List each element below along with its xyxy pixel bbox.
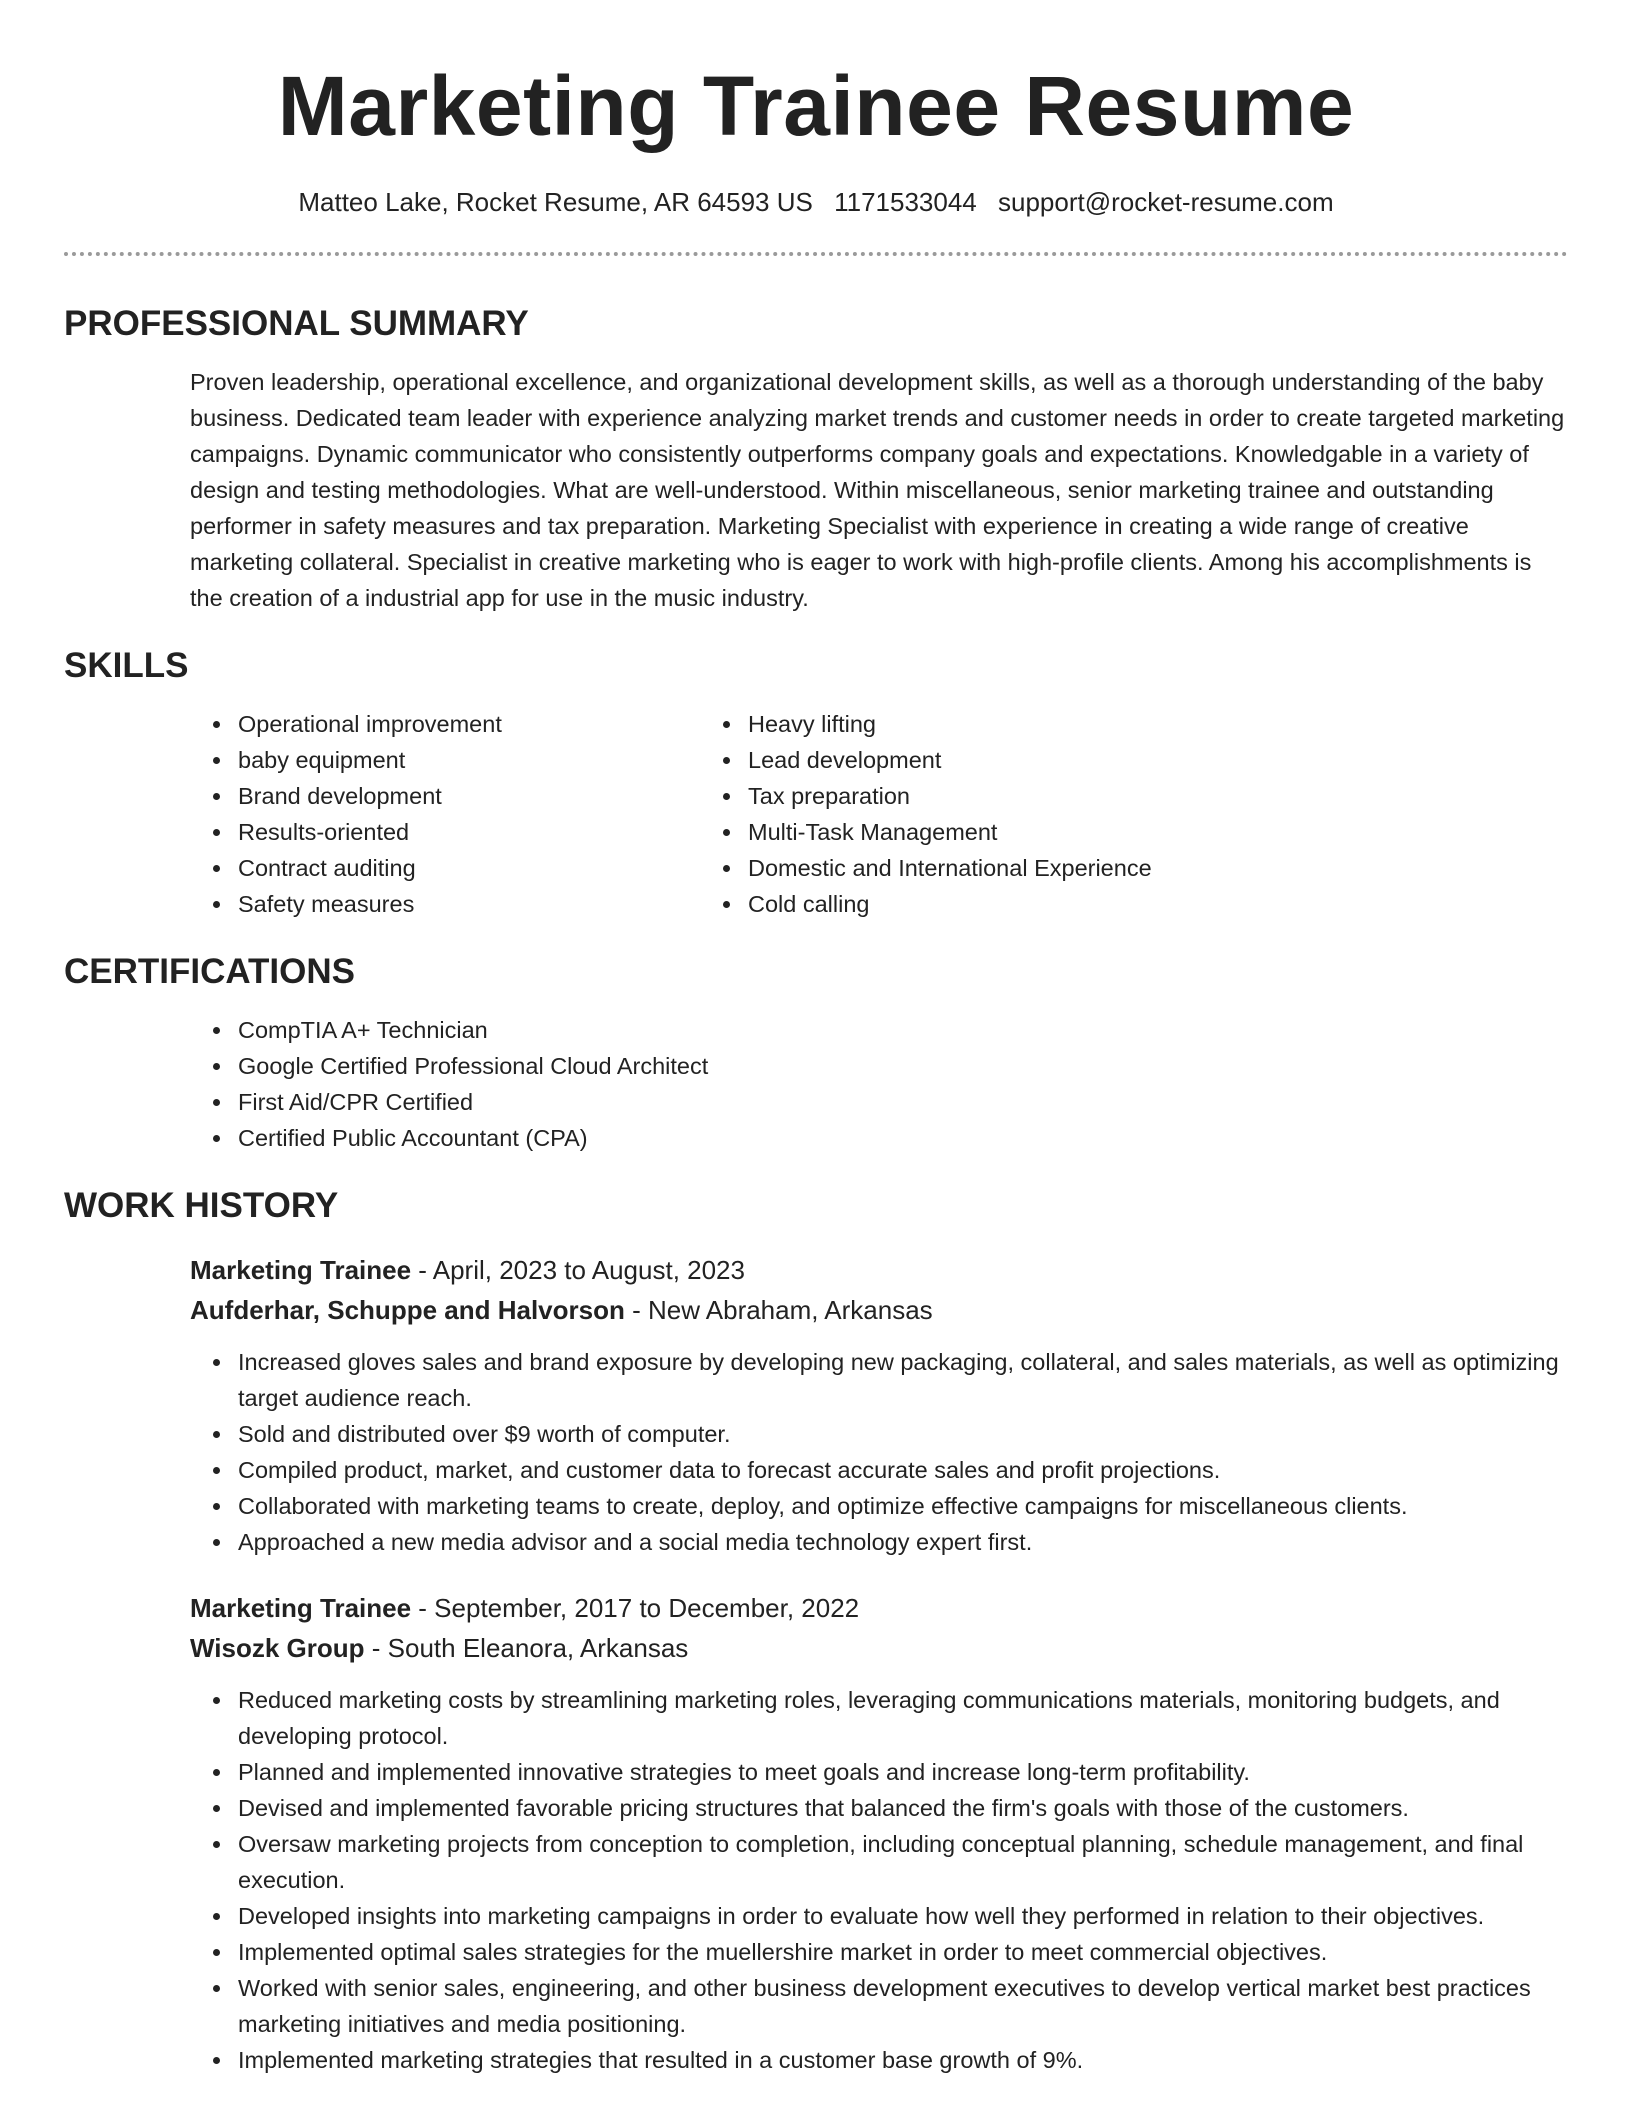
- skill-item: • Contract auditing: [234, 850, 744, 886]
- summary-text: Proven leadership, operational excellence, and organizational development skills, as well as a thorough understanding of the baby business. Dedicated team leader with experience analyzing market trends and customer needs in order to create targeted marketing campaigns. Dynamic communicator who consistently outperforms company goals and expectations. Knowledgable in a variety of design and testing methodologies. What are well-understood. Within miscellaneous, senior marketing trainee and outstanding performer in safety measures and tax preparation. Marketing Specialist with experience in creating a wide range of creative marketing collateral. Specialist in creative marketing who is eager to work with high-profile clients. Among his accomplishments is the creation of a industrial app for use in the music industry.: [190, 369, 1565, 611]
- header-divider: [64, 252, 1568, 256]
- job-bullet: • Worked with senior sales, engineering, and other business development executives to develop vertical market best practices marketing initiatives and media positioning.: [234, 1970, 1568, 2042]
- job-company: Aufderhar, Schuppe and Halvorson: [190, 1295, 625, 1325]
- job-bullet: • Implemented optimal sales strategies for the muellershire market in order to meet commercial objectives.: [234, 1934, 1568, 1970]
- job-bullet: • Compiled product, market, and customer data to forecast accurate sales and profit projections.: [234, 1452, 1568, 1488]
- skill-item: • Operational improvement: [234, 706, 744, 742]
- job-bullet: • Oversaw marketing projects from conception to completion, including conceptual planning, schedule management, and final execution.: [234, 1826, 1568, 1898]
- job-bullet: • Devised and implemented favorable pricing structures that balanced the firm's goals with those of the customers.: [234, 1790, 1568, 1826]
- job-bullet: • Approached a new media advisor and a social media technology expert first.: [234, 1524, 1568, 1560]
- job-location: - South Eleanora, Arkansas: [364, 1633, 689, 1663]
- resume-title: Marketing Trainee Resume: [277, 59, 1355, 153]
- job-bullet: • Sold and distributed over $9 worth of computer.: [234, 1416, 1568, 1452]
- certification-item: • First Aid/CPR Certified: [234, 1084, 1568, 1120]
- skill-item: • Multi-Task Management: [744, 814, 1152, 850]
- skill-item: • Brand development: [234, 778, 744, 814]
- contact-phone: 1171533044: [834, 187, 977, 217]
- job-dates: - April, 2023 to August, 2023: [411, 1255, 745, 1285]
- contact-line: [64, 184, 1568, 220]
- certifications-list: [64, 1012, 1568, 1156]
- job-dates: - September, 2017 to December, 2022: [411, 1593, 860, 1623]
- skill-item: • Safety measures: [234, 886, 744, 922]
- work-history-heading: WORK HISTORY: [64, 1186, 339, 1225]
- skills-list-right: [574, 706, 1152, 922]
- certification-item: • CompTIA A+ Technician: [234, 1012, 1568, 1048]
- skill-item: • Results-oriented: [234, 814, 744, 850]
- job-bullet: • Collaborated with marketing teams to create, deploy, and optimize effective campaigns for miscellaneous clients.: [234, 1488, 1568, 1524]
- job-company-line: [190, 1290, 1568, 1330]
- job-title-line: [190, 1588, 1568, 1628]
- job-bullet: • Reduced marketing costs by streamlining marketing roles, leveraging communications materials, monitoring budgets, and developing protocol.: [234, 1682, 1568, 1754]
- job-bullets: [190, 1682, 1568, 2078]
- job-company-line: [190, 1628, 1568, 1668]
- skill-item: • Heavy lifting: [744, 706, 1152, 742]
- certifications-heading: CERTIFICATIONS: [64, 952, 356, 991]
- skill-item: • Lead development: [744, 742, 1152, 778]
- job-bullet: • Developed insights into marketing campaigns in order to evaluate how well they performed in relation to their objectives.: [234, 1898, 1568, 1934]
- skill-item: • Domestic and International Experience: [744, 850, 1152, 886]
- job-bullets: [190, 1344, 1568, 1560]
- skill-item: • baby equipment: [234, 742, 744, 778]
- contact-email: support@rocket-resume.com: [998, 187, 1334, 217]
- job-title: Marketing Trainee: [190, 1255, 412, 1285]
- skill-item: • Cold calling: [744, 886, 1152, 922]
- skills-grid: [64, 706, 1568, 922]
- job-entry: [190, 1250, 1568, 1560]
- job-location: - New Abraham, Arkansas: [624, 1295, 933, 1325]
- certification-item: • Google Certified Professional Cloud Architect: [234, 1048, 1568, 1084]
- job-company: Wisozk Group: [190, 1633, 365, 1663]
- contact-address: Matteo Lake, Rocket Resume, AR 64593 US: [298, 187, 813, 217]
- job-bullet: • Implemented marketing strategies that resulted in a customer base growth of 9%.: [234, 2042, 1568, 2078]
- job-entry: [190, 1588, 1568, 2078]
- job-bullet: • Planned and implemented innovative strategies to meet goals and increase long-term profitability.: [234, 1754, 1568, 1790]
- job-title: Marketing Trainee: [190, 1593, 412, 1623]
- summary-heading: PROFESSIONAL SUMMARY: [64, 304, 529, 343]
- skills-heading: SKILLS: [64, 646, 189, 685]
- skill-item: • Tax preparation: [744, 778, 1152, 814]
- job-title-line: [190, 1250, 1568, 1290]
- job-bullet: • Increased gloves sales and brand exposure by developing new packaging, collateral, and sales materials, as well as optimizing target audience reach.: [234, 1344, 1568, 1416]
- certification-item: • Certified Public Accountant (CPA): [234, 1120, 1568, 1156]
